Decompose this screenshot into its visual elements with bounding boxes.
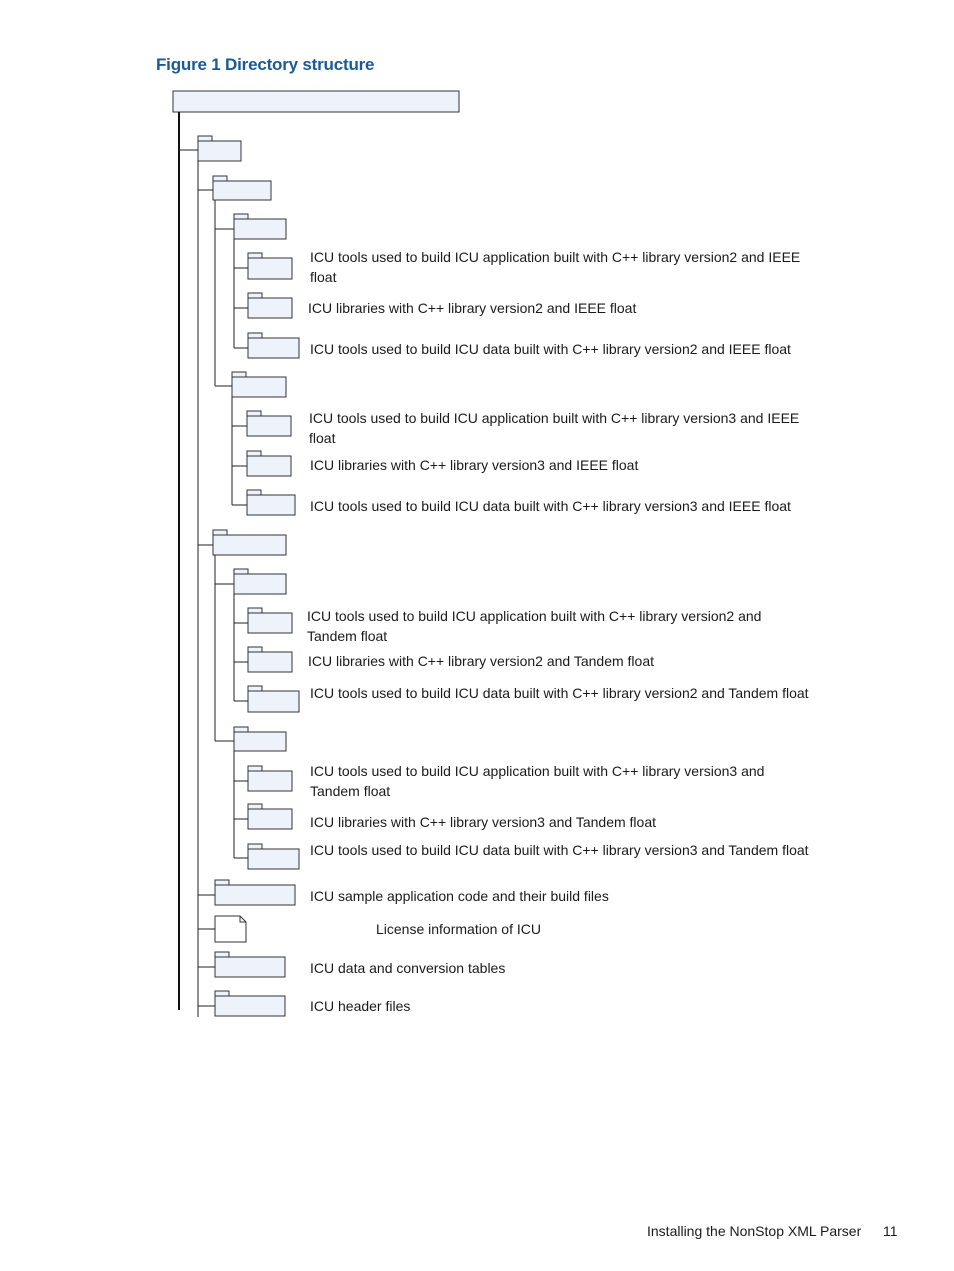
folder-icon — [248, 333, 299, 358]
footer-section-title: Installing the NonStop XML Parser — [647, 1223, 862, 1239]
folder-icon — [234, 727, 286, 751]
folder-icon — [247, 411, 291, 436]
folder-icon — [248, 253, 292, 279]
folder-icon — [247, 490, 295, 515]
description-v2-ieee-lib: ICU libraries with C++ library version2 and IEEE float — [308, 300, 637, 316]
description-license: License information of ICU — [376, 921, 541, 937]
folder-icon — [234, 569, 286, 594]
folder-icon — [248, 766, 292, 791]
folder-icon — [247, 451, 291, 476]
folder-icon — [248, 686, 299, 712]
folder-icon — [248, 844, 299, 869]
root-folder — [173, 91, 459, 112]
description-v2-ieee-tools: ICU tools used to build ICU data built with C++ library version2 and IEEE float — [310, 341, 791, 357]
folder-icon — [198, 136, 241, 161]
file-icon — [215, 916, 246, 942]
folder-icon — [213, 176, 271, 200]
description-v3-tandem-tools: ICU tools used to build ICU data built with C++ library version3 and Tandem float — [310, 842, 809, 858]
description-v2-tandem-tools: ICU tools used to build ICU data built with C++ library version2 and Tandem float — [310, 685, 809, 701]
description-v3-ieee-tools: ICU tools used to build ICU data built with C++ library version3 and IEEE float — [310, 498, 791, 514]
figure-title: Figure 1 Directory structure — [156, 55, 375, 74]
folder-icon — [215, 952, 285, 977]
folder-icon — [215, 991, 285, 1016]
description-v3-ieee-lib: ICU libraries with C++ library version3 and IEEE float — [310, 457, 639, 473]
folder-icon — [215, 880, 295, 905]
description-samples: ICU sample application code and their build files — [310, 888, 609, 904]
folder-icon — [248, 804, 292, 829]
folder-icon — [213, 530, 286, 555]
description-v3-ieee-bin: ICU tools used to build ICU application built with C++ library version3 and IEEE float — [309, 410, 800, 446]
folder-icon — [248, 647, 292, 672]
folder-icon — [234, 214, 286, 239]
description-v3-tandem-lib: ICU libraries with C++ library version3 and Tandem float — [310, 814, 657, 830]
page-number: 11 — [883, 1223, 898, 1239]
folder-icon — [248, 293, 292, 318]
description-include: ICU header files — [310, 998, 411, 1014]
description-v2-tandem-bin: ICU tools used to build ICU application built with C++ library version2 and Tandem float — [307, 608, 762, 644]
folder-icon — [232, 372, 286, 397]
description-v2-ieee-bin: ICU tools used to build ICU application built with C++ library version2 and IEEE float — [310, 249, 801, 285]
description-data: ICU data and conversion tables — [310, 960, 506, 976]
folder-icon — [248, 608, 292, 633]
description-v3-tandem-bin: ICU tools used to build ICU application built with C++ library version3 and Tandem float — [310, 763, 765, 799]
description-v2-tandem-lib: ICU libraries with C++ library version2 and Tandem float — [308, 653, 655, 669]
